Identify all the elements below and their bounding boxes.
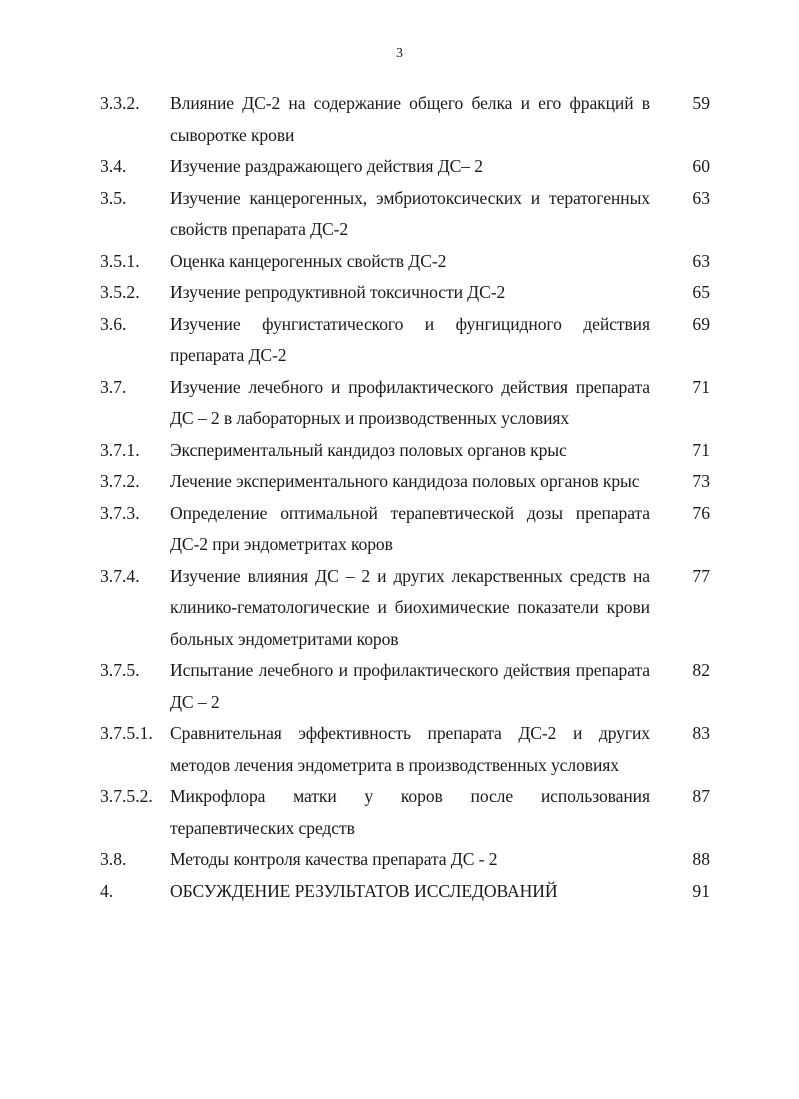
toc-entry [100, 466, 710, 498]
toc-entry-number: 4. [100, 880, 114, 901]
toc-entry-title: Изучение канцерогенных, эмбриотоксических и тератогенных свойств препарата ДС-2 [170, 187, 650, 239]
toc-entry-number: 3.7.1. [100, 439, 140, 460]
toc-entry-number: 3.6. [100, 313, 127, 334]
toc-entry [100, 435, 710, 467]
toc-entry-page: 71 [692, 376, 710, 397]
toc-entry [100, 844, 710, 876]
toc-entry-number: 3.7.5.2. [100, 786, 153, 806]
toc-entry-title: ОБСУЖДЕНИЕ РЕЗУЛЬТАТОВ ИССЛЕДОВАНИЙ [170, 880, 558, 901]
toc-entry-title: Изучение раздражающего действия ДС– 2 [170, 156, 483, 176]
page-number: 3 [396, 46, 403, 61]
toc-entry [100, 183, 710, 246]
toc-entry [100, 876, 710, 908]
toc-entry-title: Влияние ДС-2 на содержание общего белка и его фракций в сыворотке крови [170, 93, 650, 145]
toc-entry [100, 277, 710, 309]
toc-entry-title: Изучение влияния ДС – 2 и других лекарственных средств на клинико-гематологические и биохимические показатели крови больных эндометритами коров [170, 565, 650, 649]
toc-entry-title: Определение оптимальной терапевтической дозы препарата ДС-2 при эндометритах коров [170, 502, 650, 554]
toc-entry-page: 91 [692, 880, 710, 901]
toc-entry-title: Изучение фунгистатического и фунгицидного действия препарата ДС-2 [170, 313, 650, 365]
toc-entry-number: 3.5.2. [100, 282, 140, 302]
toc-entry [100, 498, 710, 561]
table-of-contents [100, 88, 710, 907]
toc-entry-page: 63 [692, 250, 710, 271]
toc-entry-page: 76 [692, 502, 710, 523]
toc-entry [100, 246, 710, 278]
toc-entry [100, 718, 710, 781]
toc-entry-page: 77 [692, 565, 710, 586]
toc-entry-title: Изучение репродуктивной токсичности ДС-2 [170, 282, 506, 302]
toc-entry-title: Микрофлора матки у коров после использования терапевтических средств [170, 786, 650, 838]
toc-entry-number: 3.3.2. [100, 93, 140, 113]
toc-entry-title: Сравнительная эффективность препарата ДС-2 и других методов лечения эндометрита в производственных условиях [170, 723, 650, 775]
toc-entry-page: 65 [692, 282, 710, 302]
toc-entry-page: 63 [692, 187, 710, 208]
toc-entry-page: 82 [692, 660, 710, 680]
toc-entry-page: 60 [692, 156, 710, 176]
toc-entry [100, 309, 710, 372]
toc-entry [100, 781, 710, 844]
toc-entry [100, 372, 710, 435]
toc-entry-page: 87 [692, 786, 710, 806]
toc-entry-title: Изучение лечебного и профилактического действия препарата ДС – 2 в лабораторных и производственных условиях [170, 376, 650, 428]
toc-entry-title: Оценка канцерогенных свойств ДС-2 [170, 250, 447, 271]
toc-entry [100, 151, 710, 183]
toc-entry-number: 3.4. [100, 156, 127, 176]
toc-entry-title: Испытание лечебного и профилактического действия препарата ДС – 2 [170, 660, 650, 712]
toc-entry-page: 59 [692, 93, 710, 113]
toc-entry-number: 3.7.5. [100, 660, 140, 680]
toc-entry-page: 73 [692, 471, 710, 491]
toc-entry [100, 561, 710, 656]
toc-entry-number: 3.7.5.1. [100, 723, 153, 743]
toc-entry-number: 3.7. [100, 376, 127, 397]
toc-entry-title: Экспериментальный кандидоз половых органов крыс [170, 439, 567, 460]
toc-entry-number: 3.5.1. [100, 250, 140, 271]
toc-entry-number: 3.7.4. [100, 565, 140, 586]
toc-entry-page: 88 [692, 849, 710, 869]
toc-entry-number: 3.8. [100, 849, 127, 869]
toc-entry [100, 88, 710, 151]
toc-entry-page: 83 [692, 723, 710, 743]
toc-entry [100, 655, 710, 718]
toc-entry-number: 3.7.2. [100, 471, 140, 491]
toc-entry-page: 71 [692, 439, 710, 460]
toc-entry-title: Методы контроля качества препарата ДС - 2 [170, 849, 498, 869]
toc-entry-number: 3.7.3. [100, 502, 140, 523]
toc-entry-page: 69 [692, 313, 710, 334]
toc-entry-title: Лечение экспериментального кандидоза половых органов крыс [170, 471, 640, 491]
toc-entry-number: 3.5. [100, 187, 127, 208]
